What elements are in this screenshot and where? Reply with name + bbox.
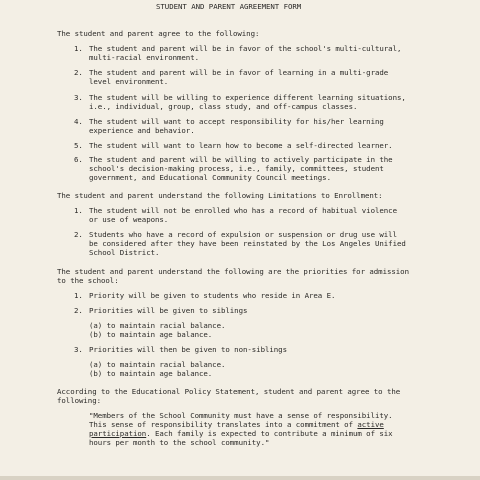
quote-line2-text: This sense of responsibility translates into a commitment of: [89, 420, 358, 429]
s1-item4-line2: experience and behavior.: [89, 126, 195, 135]
s2-item2-num: 2.: [74, 230, 83, 239]
s3-item3-sub-b: (b) to maintain age balance.: [89, 369, 213, 378]
section4-intro-line1: According to the Educational Policy Statement, student and parent agree to the: [57, 387, 401, 396]
s1-item1-num: 1.: [74, 44, 83, 53]
s2-item2-line2: be considered after they have been reinstated by the Los Angeles Unified: [89, 239, 406, 248]
quote-line4: hours per month to the school community.": [89, 438, 270, 447]
s3-item3-text: Priorities will then be given to non-siblings: [89, 345, 287, 354]
s1-item5-line1: The student will want to learn how to become a self-directed learner.: [89, 141, 393, 150]
s1-item6-line2: school's decision-making process, i.e., family, committees, student: [89, 164, 384, 173]
s3-item2-text: Priorities will be given to siblings: [89, 306, 248, 315]
s1-item3-line2: i.e., individual, group, class study, and off-campus classes.: [89, 102, 358, 111]
section1-intro: The student and parent agree to the following:: [57, 29, 260, 38]
s1-item6-line3: government, and Educational Community Council meetings.: [89, 173, 331, 182]
s3-item2-num: 2.: [74, 306, 83, 315]
section3-intro-line2: to the school:: [57, 276, 119, 285]
s2-item2-line3: School District.: [89, 248, 160, 257]
quote-active-underlined: active: [357, 420, 384, 429]
s3-item2-sub-a: (a) to maintain racial balance.: [89, 321, 226, 330]
s1-item6-num: 6.: [74, 155, 83, 164]
quote-participation-underlined: participation: [89, 429, 147, 438]
s1-item1-line1: The student and parent will be in favor of the school's multi-cultural,: [89, 44, 402, 53]
s1-item4-num: 4.: [74, 117, 83, 126]
s1-item3-line1: The student will be willing to experience different learning situations,: [89, 93, 406, 102]
quote-line2: [89, 420, 384, 429]
page-bottom-edge: [0, 476, 480, 480]
s1-item2-line1: The student and parent will be in favor of learning in a multi-grade: [89, 68, 389, 77]
s3-item3-sub-a: (a) to maintain racial balance.: [89, 360, 226, 369]
quote-line3: [89, 429, 393, 438]
section4-intro-line2: following:: [57, 396, 101, 405]
s1-item3-num: 3.: [74, 93, 83, 102]
s3-item3-num: 3.: [74, 345, 83, 354]
s3-item2-sub-b: (b) to maintain age balance.: [89, 330, 213, 339]
s1-item2-line2: level environment.: [89, 77, 169, 86]
s3-item1-text: Priority will be given to students who reside in Area E.: [89, 291, 336, 300]
s2-item1-line2: or use of weapons.: [89, 215, 169, 224]
s1-item2-num: 2.: [74, 68, 83, 77]
s1-item1-line2: multi-racial environment.: [89, 53, 199, 62]
s2-item2-line1: Students who have a record of expulsion or suspension or drug use will: [89, 230, 397, 239]
page-title: STUDENT AND PARENT AGREEMENT FORM: [156, 2, 302, 11]
section2-intro: The student and parent understand the following Limitations to Enrollment:: [57, 191, 383, 200]
s1-item5-num: 5.: [74, 141, 83, 150]
quote-line1: "Members of the School Community must have a sense of responsibility.: [89, 411, 393, 420]
quote-line3-text: . Each family is expected to contribute a minimum of six: [146, 429, 393, 438]
s1-item4-line1: The student will want to accept responsibility for his/her learning: [89, 117, 384, 126]
s3-item1-num: 1.: [74, 291, 83, 300]
s2-item1-num: 1.: [74, 206, 83, 215]
section3-intro-line1: The student and parent understand the following are the priorities for admission: [57, 267, 409, 276]
s1-item6-line1: The student and parent will be willing to actively participate in the: [89, 155, 393, 164]
s2-item1-line1: The student will not be enrolled who has a record of habitual violence: [89, 206, 397, 215]
